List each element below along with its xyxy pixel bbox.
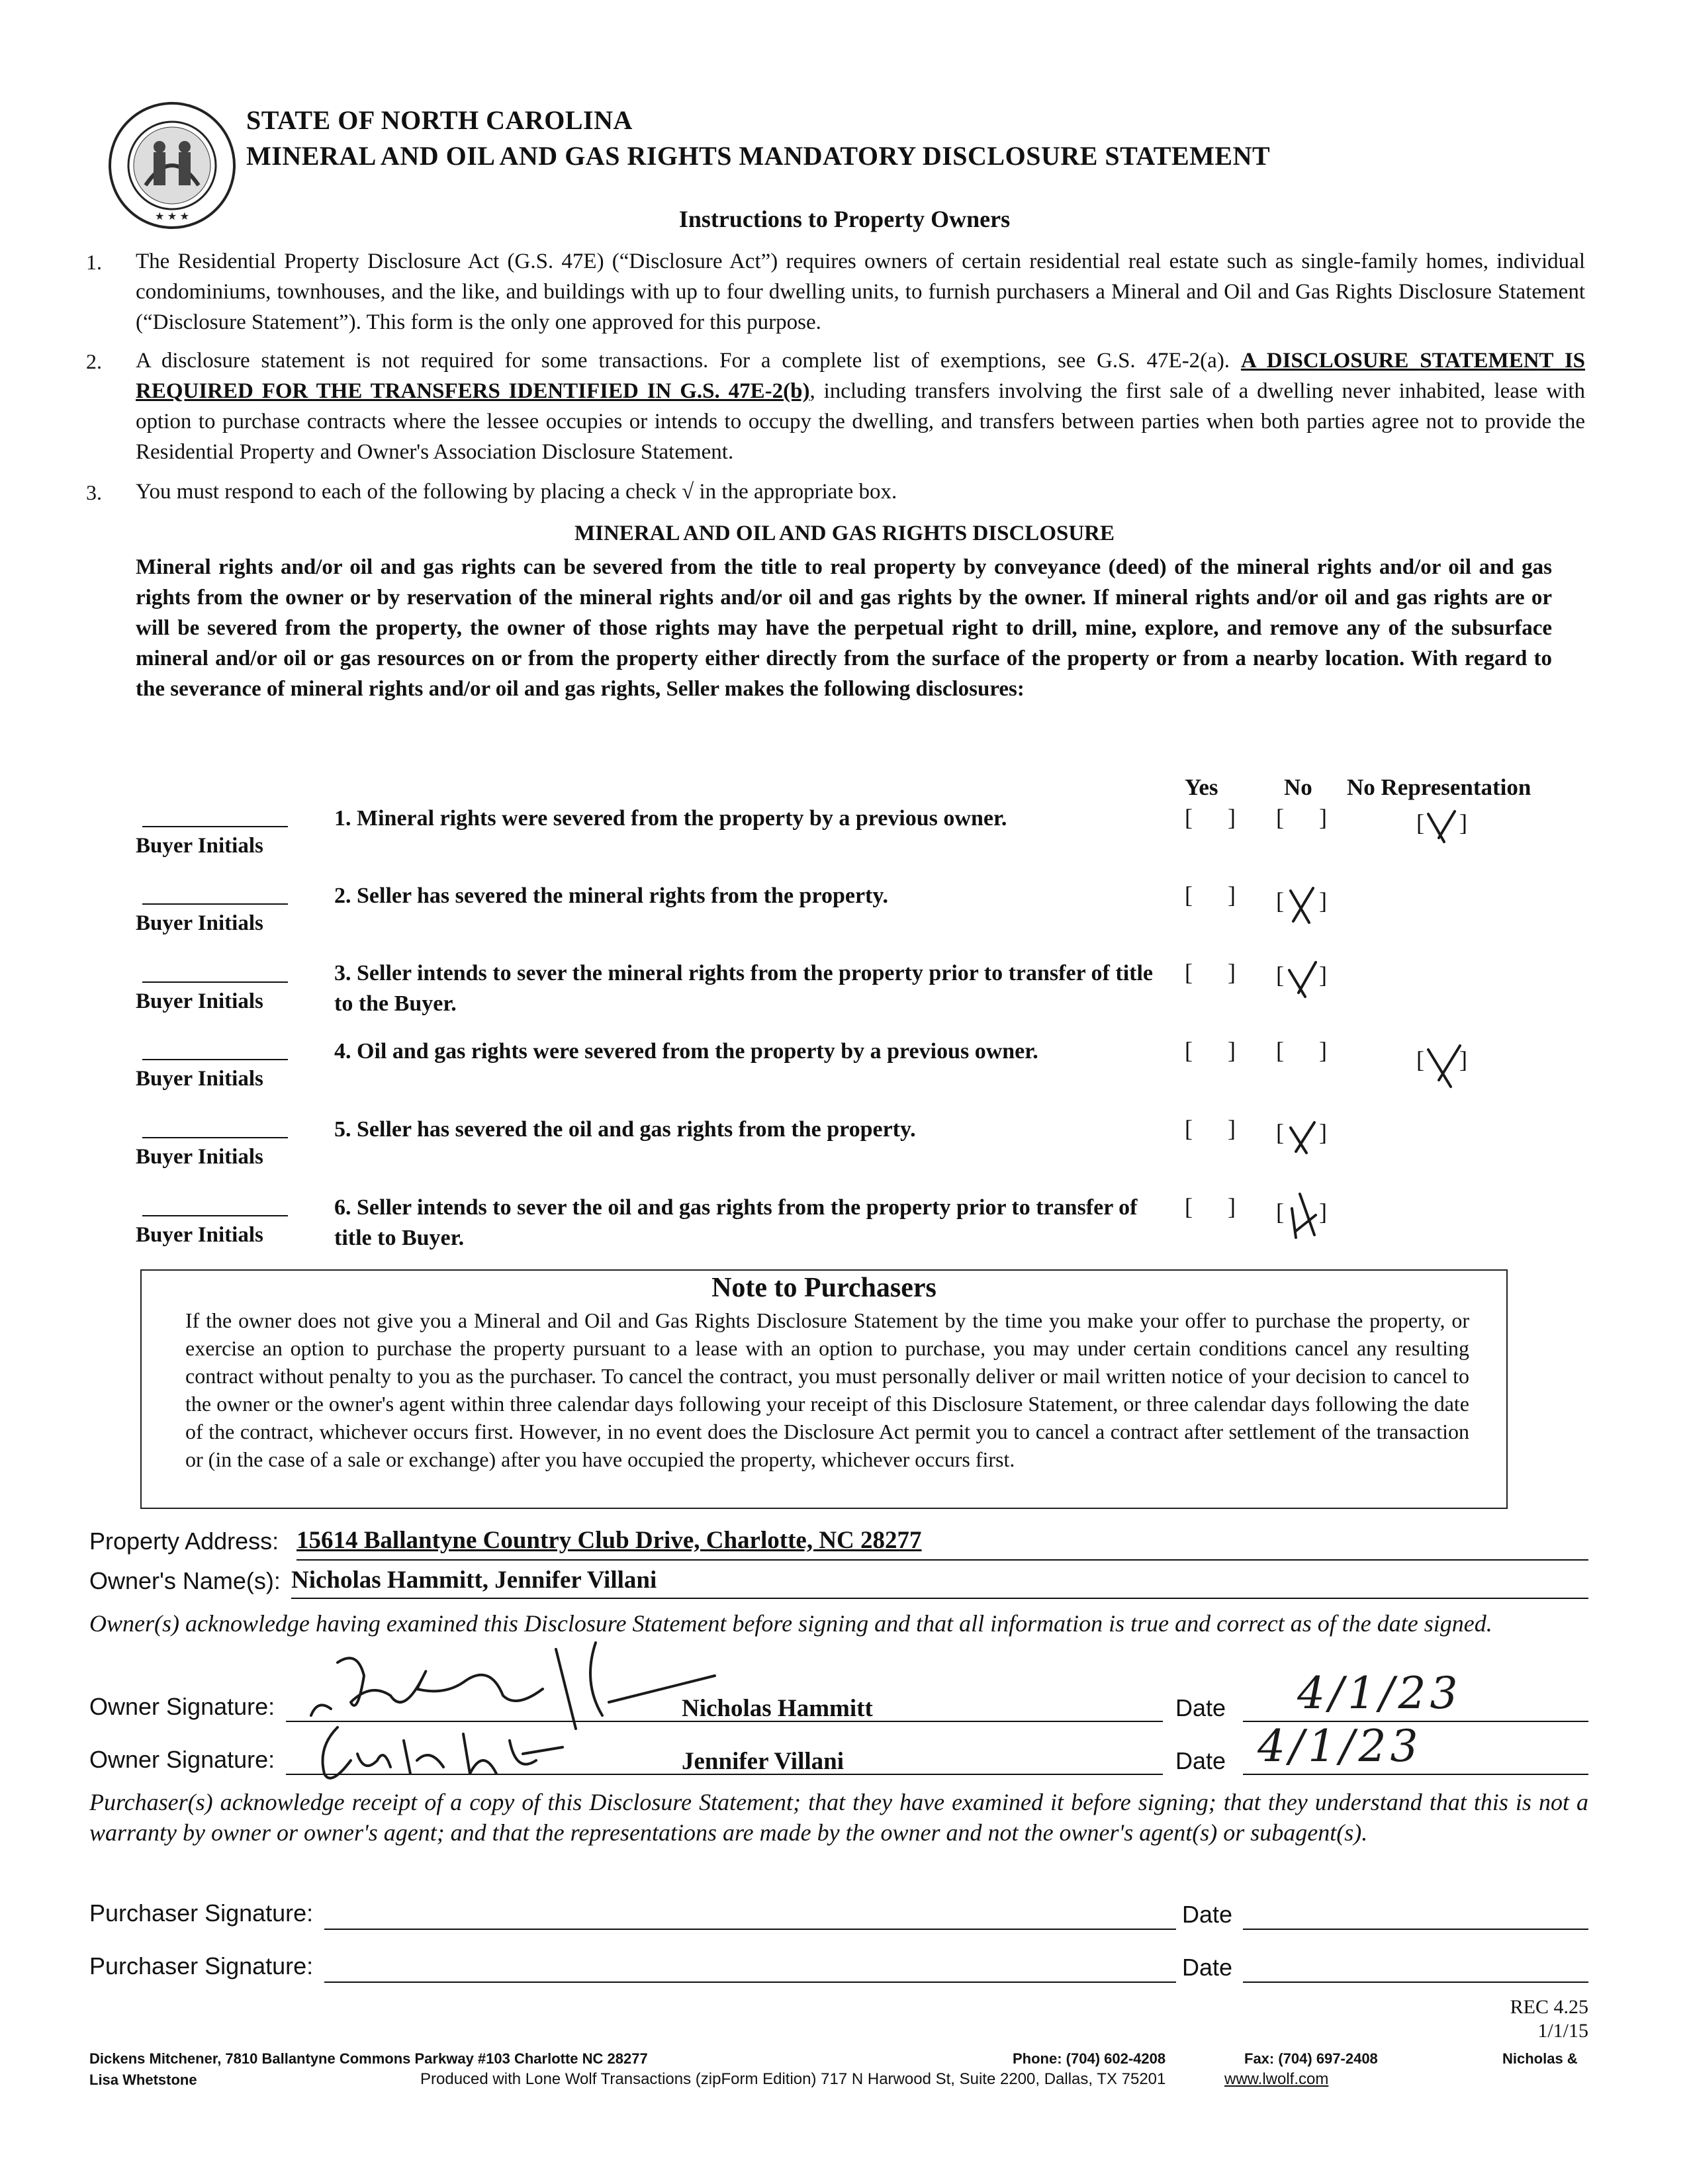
buyer-initials-line[interactable] [142, 1059, 288, 1060]
check-mark-icon [1276, 1117, 1329, 1157]
buyer-initials-line[interactable] [142, 903, 288, 905]
buyer-initials-line[interactable] [142, 1215, 288, 1216]
property-address-label: Property Address: [89, 1527, 279, 1555]
property-address-line [297, 1559, 1588, 1561]
disclosure-title: MINERAL AND OIL AND GAS RIGHTS DISCLOSURE [574, 522, 1115, 545]
footer-office: Dickens Mitchener, 7810 Ballantyne Commons Parkway #103 Charlotte NC 28277 [89, 2050, 648, 2067]
buyer-initials-label: Buyer Initials [136, 1223, 263, 1247]
column-no: No [1284, 774, 1312, 800]
check-mark-icon [1276, 1189, 1329, 1242]
checkbox-no-checked[interactable]: [ ] [1276, 962, 1342, 988]
purchaser-signature-label: Purchaser Signature: [89, 1899, 314, 1927]
owner-2-date[interactable]: 4/1/23 [1257, 1721, 1422, 1772]
note-body: If the owner does not give you a Mineral and Oil and Gas Rights Disclosure Statement by the time you make your offer to purchase the property, or exercise an option to purchase the property pursuant to a lease with an option to purchase, you may under certain conditions cancel any resulting contract without penalty to you as the purchaser. To cancel the contract, you must personally deliver or mail written notice of your decision to cancel to the owner or the owner's agent within three calendar days following your receipt of this Disclosure Statement, or three calendar days following the date of the contract, whichever occurs first. However, in no event does the Disclosure Act permit you to cancel a contract after settlement of the transaction or (in the case of a sale or exchange) after you have occupied the property, whichever occurs first. [185, 1308, 1469, 1471]
purchaser-signature-line[interactable] [324, 1929, 1176, 1930]
buyer-initials-label: Buyer Initials [136, 1067, 263, 1091]
note-title: Note to Purchasers [711, 1273, 936, 1303]
purchaser-signature-line[interactable] [324, 1981, 1176, 1983]
check-mark-icon [1276, 958, 1329, 1005]
owner-1-printed-name: Nicholas Hammitt [682, 1695, 873, 1722]
date-line[interactable] [1243, 1929, 1588, 1930]
question-1: 1. Mineral rights were severed from the property by a previous owner. [334, 806, 1007, 831]
checkbox-no-checked[interactable]: [ ] [1276, 887, 1342, 914]
date-label: Date [1175, 1694, 1226, 1721]
owner-signature-label: Owner Signature: [89, 1746, 275, 1773]
question-6: 6. Seller intends to sever the oil and gas rights from the property prior to transfer of title to Buyer. [334, 1195, 1138, 1250]
checkbox-no-checked[interactable]: [ ] [1276, 1119, 1342, 1146]
checkbox-yes[interactable]: [ ] [1185, 1115, 1250, 1142]
question-4: 4. Oil and gas rights were severed from the property by a previous owner. [334, 1039, 1038, 1064]
owners-name-line [291, 1598, 1588, 1599]
buyer-initials-line[interactable] [142, 1137, 288, 1138]
state-title: STATE OF NORTH CAROLINA [246, 105, 633, 135]
svg-text:★ ★ ★: ★ ★ ★ [155, 211, 189, 222]
date-line[interactable] [1243, 1981, 1588, 1983]
instruction-3-text: You must respond to each of the following by placing a check √ in the appropriate box. [136, 480, 897, 504]
purchaser-acknowledgement: Purchaser(s) acknowledge receipt of a copy of this Disclosure Statement; that they have examined it before signing; that they understand that this is not a warranty by owner or owner's agent; and that the representations are made by the owner and not the owner's agent(s) or subagent(s). [89, 1789, 1588, 1846]
checkbox-no-representation-checked[interactable]: [ ] [1416, 809, 1482, 836]
buyer-initials-line[interactable] [142, 826, 288, 827]
footer-agent: Lisa Whetstone [89, 2071, 197, 2088]
question-2: 2. Seller has severed the mineral rights from the property. [334, 884, 888, 908]
checkbox-no[interactable]: [ ] [1276, 804, 1342, 831]
checkbox-no-representation-checked[interactable]: [ ] [1416, 1046, 1482, 1073]
date-label: Date [1182, 1954, 1233, 1981]
instruction-number: 1. [86, 250, 102, 274]
form-date: 1/1/15 [1537, 2020, 1588, 2042]
checkbox-yes[interactable]: [ ] [1185, 1037, 1250, 1064]
instruction-number: 2. [86, 349, 102, 373]
question-3: 3. Seller intends to sever the mineral rights from the property prior to transfer of title to the Buyer. [334, 961, 1153, 1016]
buyer-initials-label: Buyer Initials [136, 1145, 263, 1169]
check-mark-icon [1416, 1040, 1476, 1093]
footer-produced: Produced with Lone Wolf Transactions (zipForm Edition) 717 N Harwood St, Suite 2200, Dallas, TX 75201 [420, 2070, 1166, 2088]
question-5: 5. Seller has severed the oil and gas rights from the property. [334, 1117, 916, 1142]
buyer-initials-label: Buyer Initials [136, 911, 263, 935]
footer-website-link[interactable]: www.lwolf.com [1224, 2070, 1329, 2088]
column-yes: Yes [1185, 774, 1218, 800]
instruction-2-part-b: , including transfers involving the first sale of a dwelling never inhabited, lease with option to purchase contracts where the lessee occupies or intends to occupy the dwelling, and transfers between parties when both parties agree not to provide the Residential Property and Owner's Association Disclosure Statement. [136, 379, 1585, 464]
buyer-initials-label: Buyer Initials [136, 989, 263, 1013]
owner-2-printed-name: Jennifer Villani [682, 1748, 844, 1775]
footer-file: Nicholas & [1502, 2050, 1578, 2067]
owner-signature-label: Owner Signature: [89, 1693, 275, 1720]
footer-fax: Fax: (704) 697-2408 [1244, 2050, 1378, 2067]
owner-1-date[interactable]: 4/1/23 [1297, 1668, 1462, 1719]
instruction-2-text [136, 345, 1585, 467]
check-mark-icon [1276, 883, 1329, 929]
instruction-1-text: The Residential Property Disclosure Act (G.S. 47E) (“Disclosure Act”) requires owners of certain residential real estate such as single-family homes, individual condominiums, townhouses, and the like, and buildings with up to four dwelling units, to furnish purchasers a Mineral and Oil and Gas Rights Disclosure Statement (“Disclosure Statement”). This form is the only one approved for this purpose. [136, 250, 1585, 334]
instructions-title: Instructions to Property Owners [678, 206, 1011, 232]
disclosure-intro: Mineral rights and/or oil and gas rights can be severed from the title to real property by conveyance (deed) of the mineral rights and/or oil and gas rights from the owner or by reservation of the mineral rights and/or oil and gas rights by the owner. If mineral rights and/or oil and gas rights are or will be severed from the property, the owner of those rights may have the perpetual right to drill, mine, explore, and remove any of the subsurface mineral and/or oil or gas resources on or from the property either directly from the surface of the property or from a nearby location. With regard to the severance of mineral rights and/or oil and gas rights, Seller makes the following disclosures: [136, 555, 1552, 701]
owner-acknowledgement: Owner(s) acknowledge having examined this Disclosure Statement before signing and that all information is true and correct as of the date signed. [89, 1610, 1492, 1637]
date-label: Date [1182, 1901, 1233, 1928]
property-address-value[interactable]: 15614 Ballantyne Country Club Drive, Charlotte, NC 28277 [297, 1527, 922, 1554]
column-no-representation: No Representation [1347, 774, 1531, 800]
checkbox-yes[interactable]: [ ] [1185, 804, 1250, 831]
buyer-initials-line[interactable] [142, 981, 288, 983]
owners-name-value[interactable]: Nicholas Hammitt, Jennifer Villani [291, 1567, 657, 1594]
form-title: MINERAL AND OIL AND GAS RIGHTS MANDATORY DISCLOSURE STATEMENT [246, 141, 1271, 171]
check-mark-icon [1416, 807, 1469, 847]
date-label: Date [1175, 1747, 1226, 1774]
buyer-initials-label: Buyer Initials [136, 834, 263, 858]
checkbox-yes[interactable]: [ ] [1185, 1193, 1250, 1220]
checkbox-no[interactable]: [ ] [1276, 1037, 1342, 1064]
owners-name-label: Owner's Name(s): [89, 1567, 281, 1594]
date-line[interactable] [1243, 1774, 1588, 1775]
instruction-2-part-a: A disclosure statement is not required for some transactions. For a complete list of exemptions, see G.S. 47E-2(a). [136, 349, 1230, 373]
handwritten-signature [311, 1721, 589, 1794]
checkbox-yes[interactable]: [ ] [1185, 882, 1250, 908]
instruction-number: 3. [86, 480, 102, 504]
footer-phone: Phone: (704) 602-4208 [1013, 2050, 1166, 2067]
instruction-2-required-notice: A DISCLOSURE STATEMENT IS REQUIRED FOR THE TRANSFERS IDENTIFIED IN G.S. 47E-2(b) [136, 349, 1586, 403]
checkbox-no-checked[interactable]: [ ] [1276, 1199, 1342, 1225]
checkbox-yes[interactable]: [ ] [1185, 959, 1250, 985]
purchaser-signature-label: Purchaser Signature: [89, 1952, 314, 1979]
form-code: REC 4.25 [1510, 1996, 1588, 2018]
